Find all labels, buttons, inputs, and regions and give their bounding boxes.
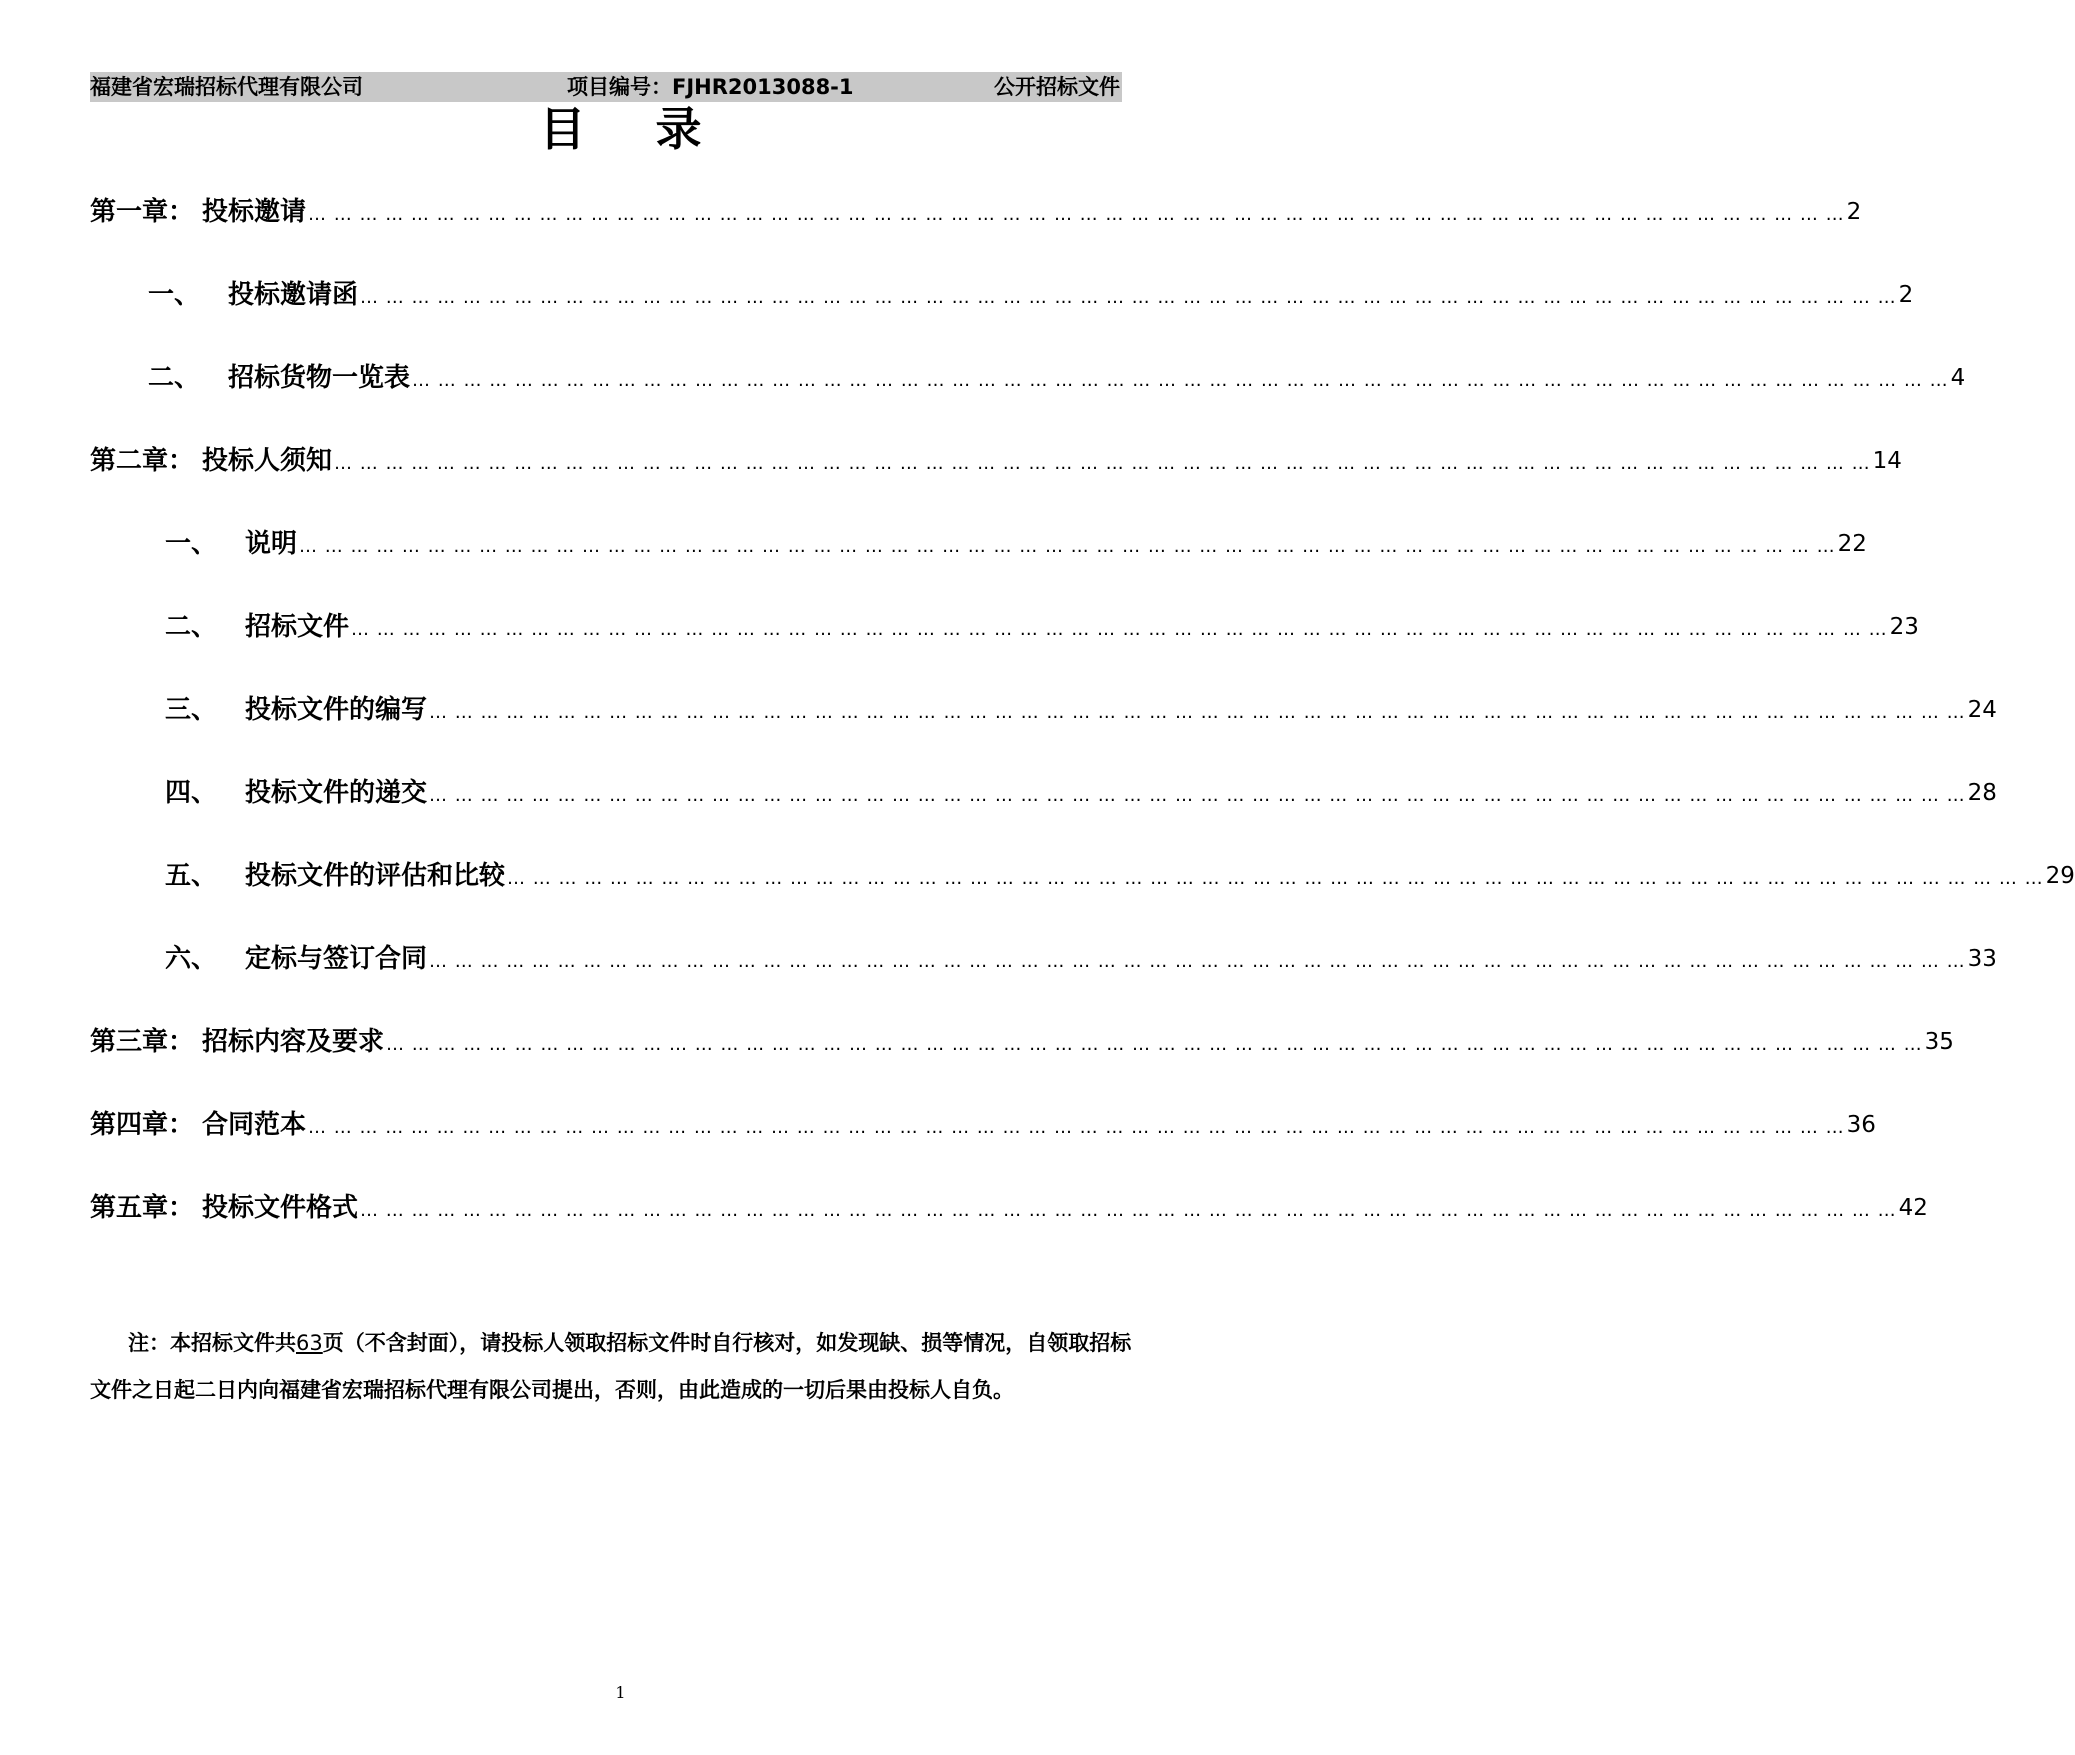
toc-entry-page: 22 [1837, 531, 1867, 557]
toc-leader-dots: … … … … … … … … … … … … … … … … … … … … … … … … … … … … … … … … … … … … … … … … … … … … … … … … … … … … … … … … … … … … [299, 536, 1836, 557]
toc-entry-label: 投标邀请函 [228, 280, 359, 310]
toc-entry-number: 一、 [165, 529, 218, 559]
toc-entry-chapter-1[interactable] [90, 194, 1862, 230]
toc-leader-dots: … … … … … … … … … … … … … … … … … … … … … … … … … … … … … … … … … … … … … … … … … … … … … … … … … … … … … … … … … … … … [360, 287, 1897, 308]
toc-entry-chapter-2[interactable] [90, 443, 1902, 479]
note-page-count: 63 [296, 1331, 323, 1355]
toc-entry-chapter-4[interactable] [90, 1107, 1876, 1143]
toc-entry-page: 33 [1967, 946, 1997, 972]
toc-entry-label: 投标文件的编写 [245, 695, 428, 725]
toc-entry-number: 三、 [165, 695, 218, 725]
toc-entry-section[interactable] [148, 360, 1966, 396]
toc-leader-dots: … … … … … … … … … … … … … … … … … … … … … … … … … … … … … … … … … … … … … … … … … … … … … … … … … … … … … … … … … … … … [412, 370, 1949, 391]
note-prefix: 注：本招标文件共 [128, 1331, 296, 1355]
toc-leader-dots: … … … … … … … … … … … … … … … … … … … … … … … … … … … … … … … … … … … … … … … … … … … … … … … … … … … … … … … … … … … … [507, 868, 2044, 889]
toc-leader-dots: … … … … … … … … … … … … … … … … … … … … … … … … … … … … … … … … … … … … … … … … … … … … … … … … … … … … … … … … … … … … [429, 702, 1966, 723]
toc-leader-dots: … … … … … … … … … … … … … … … … … … … … … … … … … … … … … … … … … … … … … … … … … … … … … … … … … … … … … … … … … … … … [360, 1200, 1897, 1221]
toc-entry-section[interactable] [148, 277, 1914, 313]
toc-entry-section[interactable] [165, 858, 2075, 894]
toc-entry-number: 四、 [165, 778, 218, 808]
toc-entry-label: 招标文件 [245, 612, 350, 642]
toc-entry-number: 第二章： [90, 446, 195, 476]
toc-entry-section[interactable] [165, 609, 1919, 645]
toc-entry-number: 第四章： [90, 1110, 195, 1140]
toc-entry-chapter-3[interactable] [90, 1024, 1954, 1060]
toc-entry-section[interactable] [165, 941, 1997, 977]
toc-entry-number: 二、 [165, 612, 218, 642]
toc-entry-number: 第一章： [90, 197, 195, 227]
toc-leader-dots: … … … … … … … … … … … … … … … … … … … … … … … … … … … … … … … … … … … … … … … … … … … … … … … … … … … … … … … … … … … … [429, 951, 1966, 972]
toc-leader-dots: … … … … … … … … … … … … … … … … … … … … … … … … … … … … … … … … … … … … … … … … … … … … … … … … … … … … … … … … … … … … [308, 204, 1845, 225]
toc-entry-number: 六、 [165, 944, 218, 974]
toc-entry-label: 招标内容及要求 [202, 1027, 385, 1057]
header-company: 福建省宏瑞招标代理有限公司 [90, 75, 363, 99]
toc-entry-page: 35 [1924, 1029, 1954, 1055]
toc-entry-page: 29 [2045, 863, 2075, 889]
toc-entry-page: 36 [1846, 1112, 1876, 1138]
toc-leader-dots: … … … … … … … … … … … … … … … … … … … … … … … … … … … … … … … … … … … … … … … … … … … … … … … … … … … … … … … … … … … … [334, 453, 1871, 474]
toc-entry-label: 投标文件的评估和比较 [245, 861, 506, 891]
header-project-number: 项目编号：FJHR2013088-1 [567, 75, 854, 99]
toc-entry-number: 五、 [165, 861, 218, 891]
toc-entry-number: 第五章： [90, 1193, 195, 1223]
toc-entry-label: 招标货物一览表 [228, 363, 411, 393]
toc-entry-page: 42 [1898, 1195, 1928, 1221]
page-title [0, 98, 1241, 160]
toc-entry-page: 23 [1889, 614, 1919, 640]
toc-entry-label: 说明 [245, 529, 298, 559]
toc-entry-label: 投标邀请 [202, 197, 307, 227]
toc-entry-label: 投标文件格式 [202, 1193, 359, 1223]
toc-entry-page: 4 [1950, 365, 1966, 391]
toc-leader-dots: … … … … … … … … … … … … … … … … … … … … … … … … … … … … … … … … … … … … … … … … … … … … … … … … … … … … … … … … … … … … [386, 1034, 1923, 1055]
toc-entry-number: 二、 [148, 363, 201, 393]
toc-entry-page: 14 [1872, 448, 1902, 474]
toc-entry-label: 投标人须知 [202, 446, 333, 476]
toc-leader-dots: … … … … … … … … … … … … … … … … … … … … … … … … … … … … … … … … … … … … … … … … … … … … … … … … … … … … … … … … … … … … [308, 1117, 1845, 1138]
toc-entry-page: 28 [1967, 780, 1997, 806]
toc-entry-page: 24 [1967, 697, 1997, 723]
toc-entry-page: 2 [1898, 282, 1914, 308]
header-document-type: 公开招标文件 [994, 75, 1120, 99]
toc-entry-label: 投标文件的递交 [245, 778, 428, 808]
title-part-2: 录 [655, 102, 702, 156]
toc-entry-section[interactable] [165, 526, 1867, 562]
toc-entry-label: 定标与签订合同 [245, 944, 428, 974]
document-note [90, 1320, 1152, 1414]
title-part-1: 目 [539, 102, 586, 156]
toc-entry-section[interactable] [165, 692, 1997, 728]
toc-entry-label: 合同范本 [202, 1110, 307, 1140]
toc-entry-page: 2 [1846, 199, 1862, 225]
toc-leader-dots: … … … … … … … … … … … … … … … … … … … … … … … … … … … … … … … … … … … … … … … … … … … … … … … … … … … … … … … … … … … … [429, 785, 1966, 806]
page-number: 1 [615, 1683, 626, 1702]
note-suffix: 页（不含封面），请投标人领取招标文件时自行核对，如发现缺、损等情况，自领取招标文件之日起二日内向福建省宏瑞招标代理有限公司提出，否则，由此造成的一切后果由投标人自负。 [90, 1331, 1132, 1402]
toc-entry-number: 第三章： [90, 1027, 195, 1057]
toc-leader-dots: … … … … … … … … … … … … … … … … … … … … … … … … … … … … … … … … … … … … … … … … … … … … … … … … … … … … … … … … … … … … [351, 619, 1888, 640]
toc-entry-chapter-5[interactable] [90, 1190, 1928, 1226]
toc-entry-number: 一、 [148, 280, 201, 310]
toc-entry-section[interactable] [165, 775, 1997, 811]
